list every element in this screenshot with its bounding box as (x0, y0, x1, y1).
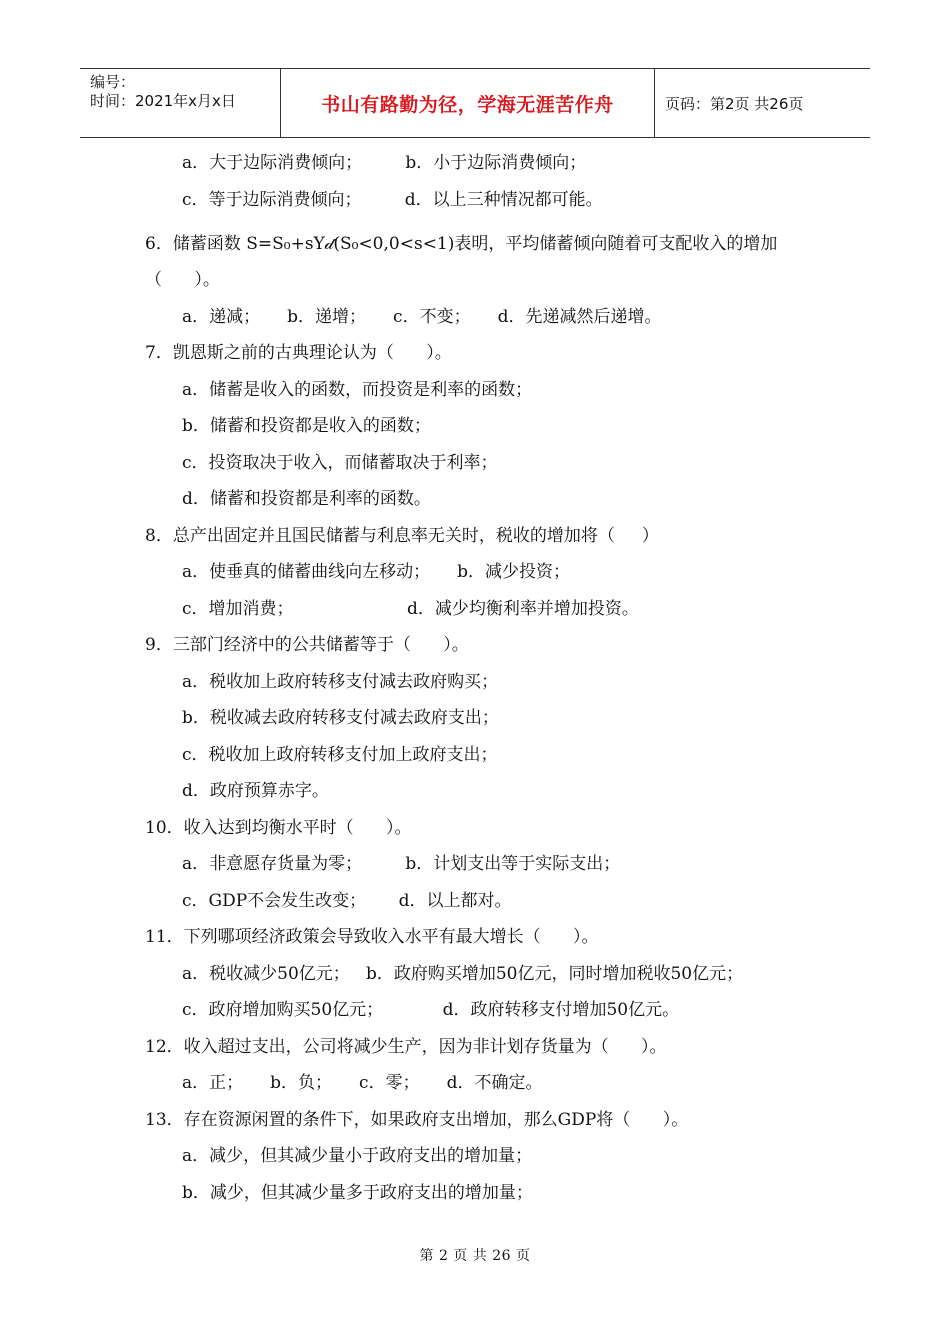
option-line: b．储蓄和投资都是收入的函数； (182, 416, 431, 436)
header-page-cell (655, 69, 870, 137)
option-line: c．等于边际消费倾向； d．以上三种情况都可能。 (182, 190, 603, 210)
option-line: a．递减； b．递增； c．不变； d．先递减然后递增。 (182, 307, 662, 327)
option-line: a．正； b．负； c．零； d．不确定。 (182, 1073, 543, 1093)
header-motto-cell (281, 69, 655, 137)
option-line: b．税收减去政府转移支付减去政府支出； (182, 708, 499, 728)
option-line: c．增加消费； d．减少均衡利率并增加投资。 (182, 599, 639, 619)
question-12-stem: 12．收入超过支出，公司将减少生产，因为非计划存货量为（ ）。 (145, 1037, 667, 1057)
option-line: a．减少，但其减少量小于政府支出的增加量； (182, 1146, 533, 1166)
page-footer: 第 2 页 共 26 页 (419, 1248, 531, 1264)
option-line: a．大于边际消费倾向； b．小于边际消费倾向； (182, 153, 587, 173)
option-line: b．减少，但其减少量多于政府支出的增加量； (182, 1183, 533, 1203)
page-header (80, 68, 870, 138)
header-motto: 书山有路勤为径，学海无涯苦作舟 (321, 93, 614, 116)
question-13-stem: 13．存在资源闲置的条件下，如果政府支出增加，那么GDP将（ ）。 (145, 1110, 689, 1130)
question-9-stem: 9．三部门经济中的公共储蓄等于（ ）。 (145, 635, 469, 655)
header-page-number: 页码：第2页 共26页 (665, 94, 804, 113)
option-line: c．政府增加购买50亿元； d．政府转移支付增加50亿元。 (182, 1000, 680, 1020)
question-10-stem: 10．收入达到均衡水平时（ ）。 (145, 818, 412, 838)
option-line: a．非意愿存货量为零； b．计划支出等于实际支出； (182, 854, 621, 874)
header-meta (80, 69, 281, 137)
document-date-label: 时间：2021年x月x日 (90, 92, 236, 110)
question-7-stem: 7．凯恩斯之前的古典理论认为（ ）。 (145, 343, 452, 363)
option-line: a．储蓄是收入的函数，而投资是利率的函数； (182, 380, 533, 400)
question-line: （ ）。 (145, 270, 220, 290)
option-line: a．税收加上政府转移支付减去政府购买； (182, 672, 499, 692)
option-line: a．税收减少50亿元； b．政府购买增加50亿元，同时增加税收50亿元； (182, 964, 744, 984)
question-6-stem: 6．储蓄函数 S=S₀+sY𝒹(S₀<0,0<s<1)表明，平均储蓄倾向随着可支配收入的增加 (145, 234, 778, 254)
question-11-stem: 11．下列哪项经济政策会导致收入水平有最大增长（ ）。 (145, 927, 599, 947)
option-line: d．储蓄和投资都是利率的函数。 (182, 489, 431, 509)
option-line: c．投资取决于收入，而储蓄取决于利率； (182, 453, 498, 473)
document-number-label: 编号： (90, 73, 136, 91)
option-line: a．使垂真的储蓄曲线向左移动； b．减少投资； (182, 562, 571, 582)
question-8-stem: 8．总产出固定并且国民储蓄与利息率无关时，税收的增加将（ ） (145, 526, 659, 546)
option-line: d．政府预算赤字。 (182, 781, 329, 801)
option-line: c．GDP不会发生改变； d．以上都对。 (182, 891, 512, 911)
option-line: c．税收加上政府转移支付加上政府支出； (182, 745, 498, 765)
